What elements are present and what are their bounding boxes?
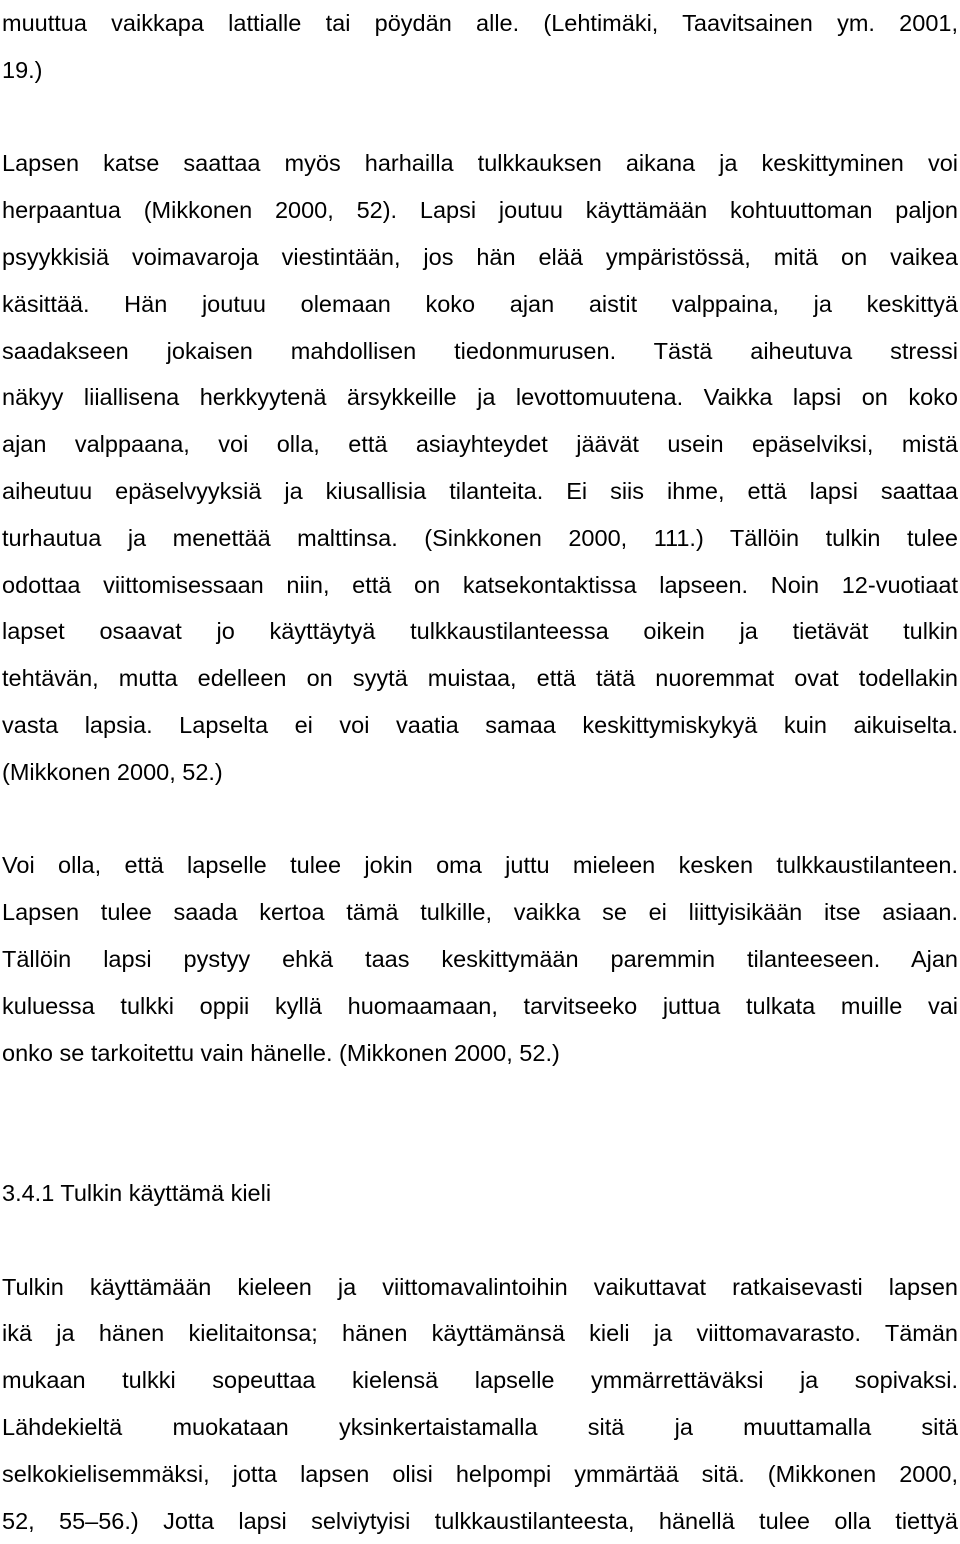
text-line: Tällöin lapsi pystyy ehkä taas keskittymään paremmin tilanteeseen. Ajan: [2, 936, 958, 983]
text-line: Lähdekieltä muokataan yksinkertaistamalla sitä ja muuttamalla sitä: [2, 1404, 958, 1451]
text-line: näkyy liiallisena herkkyytenä ärsykkeille ja levottomuutena. Vaikka lapsi on koko: [2, 374, 958, 421]
text-line: (Mikkonen 2000, 52.): [2, 749, 958, 796]
text-line: herpaantua (Mikkonen 2000, 52). Lapsi joutuu käyttämään kohtuuttoman paljon: [2, 187, 958, 234]
text-line: Voi olla, että lapselle tulee jokin oma juttu mieleen kesken tulkkaustilanteen.: [2, 842, 958, 889]
text-line: 52, 55–56.) Jotta lapsi selviytyisi tulkkaustilanteesta, hänellä tulee olla tiettyä: [2, 1498, 958, 1544]
paragraph-spacer: [2, 1217, 958, 1264]
text-line: 19.): [2, 47, 958, 94]
text-line: Tulkin käyttämään kieleen ja viittomavalintoihin vaikuttavat ratkaisevasti lapsen: [2, 1264, 958, 1311]
paragraph-1: [2, 0, 958, 94]
heading-spacer: [2, 1123, 958, 1170]
text-line: lapset osaavat jo käyttäytyä tulkkaustilanteessa oikein ja tietävät tulkin: [2, 608, 958, 655]
text-line: tehtävän, mutta edelleen on syytä muistaa, että tätä nuoremmat ovat todellakin: [2, 655, 958, 702]
text-line: Lapsen katse saattaa myös harhailla tulkkauksen aikana ja keskittyminen voi: [2, 140, 958, 187]
paragraph-3: [2, 842, 958, 1076]
text-line: saadakseen jokaisen mahdollisen tiedonmurusen. Tästä aiheutuva stressi: [2, 328, 958, 375]
text-line: selkokielisemmäksi, jotta lapsen olisi helpompi ymmärtää sitä. (Mikkonen 2000,: [2, 1451, 958, 1498]
paragraph-spacer: [2, 1076, 958, 1123]
text-line: psyykkisiä voimavaroja viestintään, jos hän elää ympäristössä, mitä on vaikea: [2, 234, 958, 281]
text-line: käsittää. Hän joutuu olemaan koko ajan aistit valppaina, ja keskittyä: [2, 281, 958, 328]
text-line: mukaan tulkki sopeuttaa kielensä lapselle ymmärrettäväksi ja sopivaksi.: [2, 1357, 958, 1404]
text-line: ajan valppaana, voi olla, että asiayhteydet jäävät usein epäselviksi, mistä: [2, 421, 958, 468]
text-line: onko se tarkoitettu vain hänelle. (Mikkonen 2000, 52.): [2, 1030, 958, 1077]
text-line: vasta lapsia. Lapselta ei voi vaatia samaa keskittymiskykyä kuin aikuiselta.: [2, 702, 958, 749]
text-line: muuttua vaikkapa lattialle tai pöydän alle. (Lehtimäki, Taavitsainen ym. 2001,: [2, 0, 958, 47]
text-line: odottaa viittomisessaan niin, että on katsekontaktissa lapseen. Noin 12-vuotiaat: [2, 562, 958, 609]
paragraph-4: [2, 1264, 958, 1544]
text-line: turhautua ja menettää malttinsa. (Sinkkonen 2000, 111.) Tällöin tulkin tulee: [2, 515, 958, 562]
document-page: [2, 0, 958, 1544]
paragraph-2: [2, 140, 958, 795]
section-heading: 3.4.1 Tulkin käyttämä kieli: [2, 1170, 958, 1217]
text-line: kuluessa tulkki oppii kyllä huomaamaan, tarvitseeko juttua tulkata muille vai: [2, 983, 958, 1030]
text-line: Lapsen tulee saada kertoa tämä tulkille, vaikka se ei liittyisikään itse asiaan.: [2, 889, 958, 936]
paragraph-spacer: [2, 796, 958, 843]
paragraph-spacer: [2, 94, 958, 141]
text-line: aiheutuu epäselvyyksiä ja kiusallisia tilanteita. Ei siis ihme, että lapsi saattaa: [2, 468, 958, 515]
text-line: ikä ja hänen kielitaitonsa; hänen käyttämänsä kieli ja viittomavarasto. Tämän: [2, 1310, 958, 1357]
